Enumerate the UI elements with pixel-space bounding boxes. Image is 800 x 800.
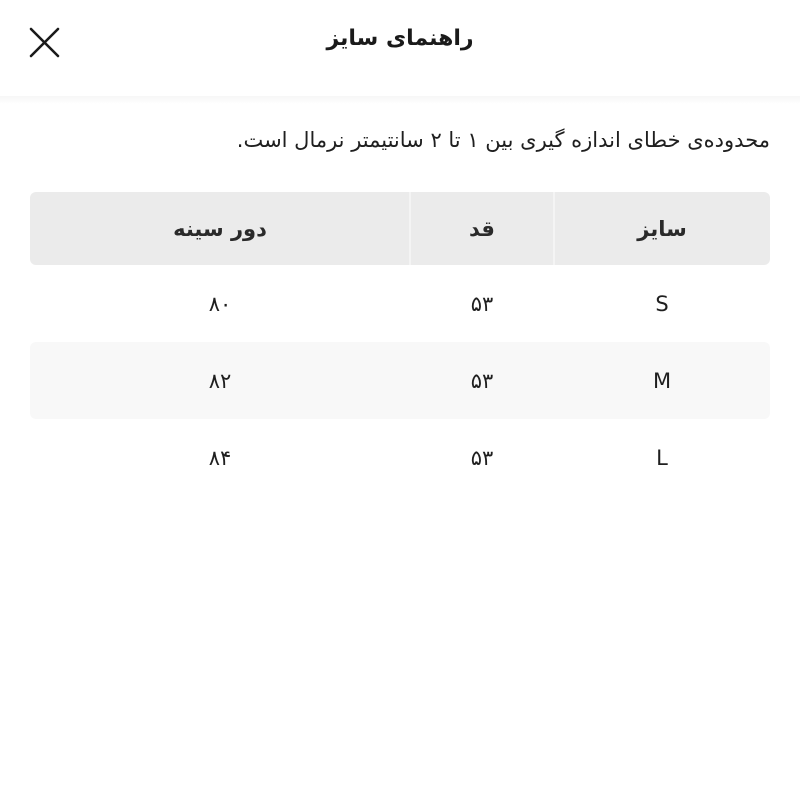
header-divider — [0, 96, 800, 104]
table-row — [30, 419, 770, 496]
size-table — [30, 192, 770, 496]
table-row — [30, 342, 770, 419]
cell-height: ۵۳ — [470, 291, 494, 316]
cell-size: M — [652, 368, 672, 393]
cell-size: S — [655, 291, 669, 316]
column-header-height: قد — [469, 216, 495, 241]
page-title: راهنمای سایز — [326, 26, 474, 51]
column-header-chest: دور سینه — [173, 216, 267, 241]
cell-chest: ۸۰ — [208, 291, 232, 316]
cell-size: L — [656, 445, 668, 470]
cell-chest: ۸۴ — [208, 445, 232, 470]
close-icon — [24, 22, 66, 64]
table-header-row — [30, 192, 770, 265]
top-bar — [0, 0, 800, 96]
measurement-note: محدوده‌ی خطای اندازه گیری بین ۱ تا ۲ سانتیمتر نرمال است. — [236, 128, 770, 152]
column-header-size: سایز — [637, 216, 687, 241]
close-button[interactable] — [24, 22, 66, 64]
cell-height: ۵۳ — [470, 368, 494, 393]
cell-height: ۵۳ — [470, 445, 494, 470]
cell-chest: ۸۲ — [208, 368, 232, 393]
table-row — [30, 265, 770, 342]
